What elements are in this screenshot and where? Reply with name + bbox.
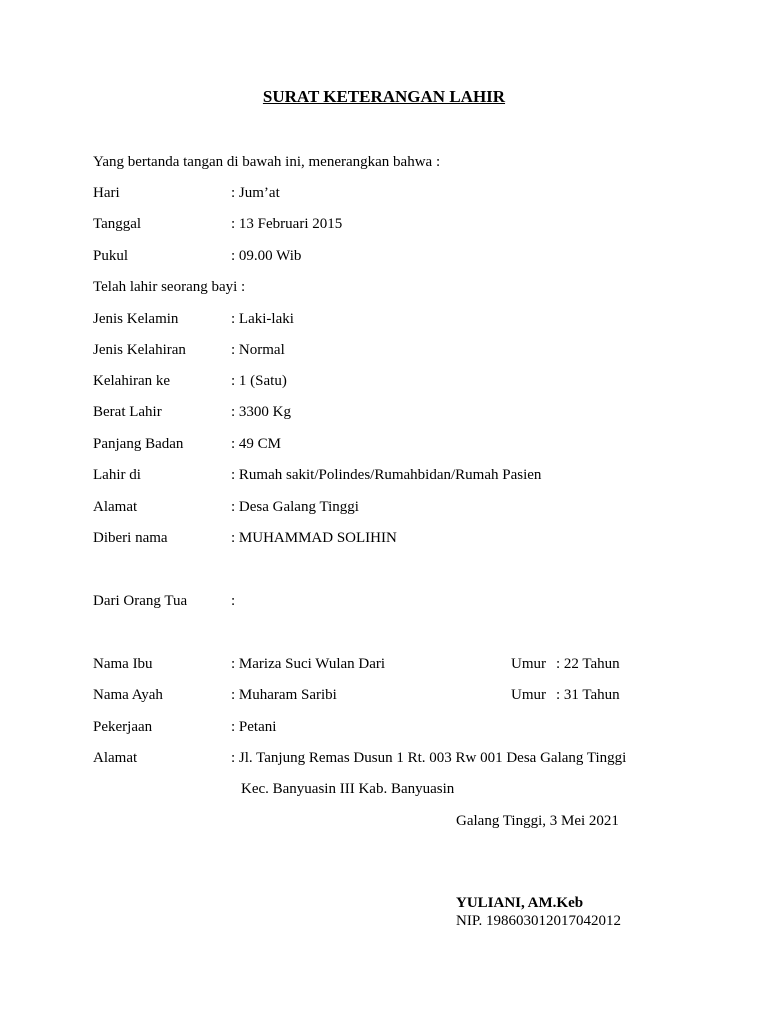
mother-age-label: Umur <box>511 656 546 672</box>
field-label-jenis-kelahiran: Jenis Kelahiran <box>93 342 186 358</box>
field-value-panjang-badan: : 49 CM <box>231 436 282 452</box>
field-label-lahir-di: Lahir di <box>93 467 141 483</box>
field-label-nama-ibu: Nama Ibu <box>93 656 153 672</box>
field-value-berat-lahir: : 3300 Kg <box>231 404 291 420</box>
field-value-jenis-kelahiran: : Normal <box>231 342 285 358</box>
field-label-tanggal: Tanggal <box>93 216 142 232</box>
field-value-lahir-di: : Rumah sakit/Polindes/Rumahbidan/Rumah Pasien <box>231 467 542 483</box>
father-age-label: Umur <box>511 687 546 703</box>
field-value-nama-ibu: : Mariza Suci Wulan Dari <box>231 656 386 672</box>
field-value-alamat-orang-tua: : Jl. Tanjung Remas Dusun 1 Rt. 003 Rw 001 Desa Galang Tinggi <box>231 750 627 766</box>
field-label-jenis-kelamin: Jenis Kelamin <box>93 311 179 327</box>
intro-text: Yang bertanda tangan di bawah ini, menerangkan bahwa : <box>93 154 441 170</box>
field-label-hari: Hari <box>93 185 120 201</box>
father-age-value: : 31 Tahun <box>556 687 620 703</box>
place-date: Galang Tinggi, 3 Mei 2021 <box>456 813 619 829</box>
field-label-panjang-badan: Panjang Badan <box>93 436 184 452</box>
field-label-alamat-bayi: Alamat <box>93 499 138 515</box>
field-value-hari: : Jum’at <box>231 185 280 201</box>
field-value-pukul: : 09.00 Wib <box>231 248 302 264</box>
field-label-kelahiran-ke: Kelahiran ke <box>93 373 171 389</box>
field-label-nama-ayah: Nama Ayah <box>93 687 163 703</box>
field-value-alamat-bayi: : Desa Galang Tinggi <box>231 499 359 515</box>
field-label-berat-lahir: Berat Lahir <box>93 404 162 420</box>
mother-age-value: : 22 Tahun <box>556 656 620 672</box>
field-label-alamat-orang-tua: Alamat <box>93 750 138 766</box>
baby-intro-text: Telah lahir seorang bayi : <box>93 279 246 295</box>
field-value-alamat-orang-tua-line2: Kec. Banyuasin III Kab. Banyuasin <box>241 781 455 797</box>
field-label-pukul: Pukul <box>93 248 129 264</box>
parents-heading-colon: : <box>231 593 236 609</box>
field-value-pekerjaan: : Petani <box>231 719 277 735</box>
signatory-nip: NIP. 198603012017042012 <box>456 913 622 929</box>
field-value-nama-ayah: : Muharam Saribi <box>231 687 337 703</box>
parents-heading-label: Dari Orang Tua <box>93 593 188 609</box>
signatory-name: YULIANI, AM.Keb <box>456 895 584 911</box>
field-label-diberi-nama: Diberi nama <box>93 530 168 546</box>
document-title: SURAT KETERANGAN LAHIR <box>262 87 506 106</box>
field-label-pekerjaan: Pekerjaan <box>93 719 153 735</box>
field-value-tanggal: : 13 Februari 2015 <box>231 216 343 232</box>
field-value-diberi-nama: : MUHAMMAD SOLIHIN <box>231 530 397 546</box>
field-value-jenis-kelamin: : Laki-laki <box>231 311 294 327</box>
field-value-kelahiran-ke: : 1 (Satu) <box>231 373 287 389</box>
